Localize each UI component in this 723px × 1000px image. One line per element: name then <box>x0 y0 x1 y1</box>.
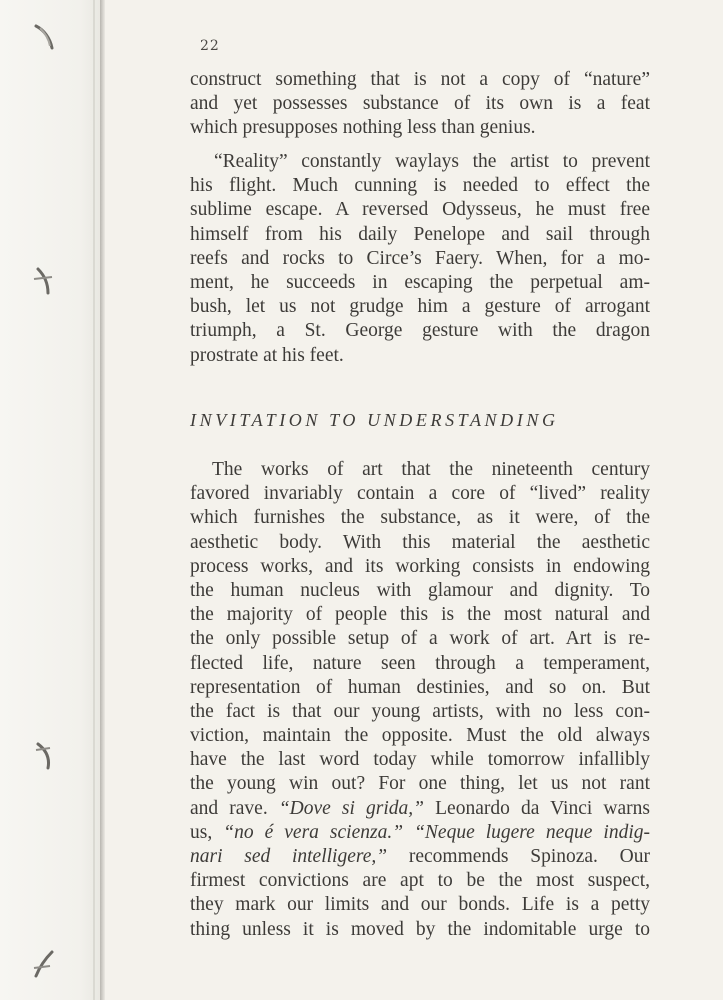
section-heading: INVITATION TO UNDERSTANDING <box>190 410 559 430</box>
text-line: prostrate at his feet. <box>190 344 344 366</box>
italic-quote: nari sed intelligere,” <box>190 846 388 867</box>
text-line: construct something that is not a copy of “nature” <box>190 69 650 90</box>
text-line: the only possible setup of a work of art. Art is re- <box>190 628 650 650</box>
text-run: recommends Spinoza. Our <box>387 846 650 867</box>
punch-hole-icon <box>30 948 56 978</box>
text-line: which presupposes nothing less than genius. <box>190 117 536 139</box>
text-line: which furnishes the substance, as it were, of the <box>190 507 650 529</box>
text-line: ment, he succeeds in escaping the perpetual am- <box>190 271 650 293</box>
text-line: triumph, a St. George gesture with the dragon <box>190 320 650 342</box>
text-line: and yet possesses substance of its own is a feat <box>190 93 650 115</box>
text-line <box>190 821 650 845</box>
text-line <box>190 845 650 869</box>
text-line: the human nucleus with glamour and dignity. To <box>190 579 650 601</box>
text-line <box>190 797 650 821</box>
book-page <box>190 30 660 980</box>
punch-hole-icon <box>30 740 56 770</box>
text-line: process works, and its working consists in endowing <box>190 555 650 577</box>
text-line: firmest convictions are apt to be the most suspect, <box>190 870 650 892</box>
punch-hole-icon <box>30 22 56 52</box>
text-line: the majority of people this is the most natural and <box>190 604 650 626</box>
page-number: 22 <box>200 38 220 54</box>
text-line: the fact is that our young artists, with no less con- <box>190 700 650 722</box>
paragraph-opening <box>190 68 650 141</box>
text-run: and rave. <box>190 797 279 819</box>
text-line: reefs and rocks to Circe’s Faery. When, for a mo- <box>190 247 650 269</box>
text-line: favored invariably contain a core of “lived” reality <box>190 483 650 505</box>
text-run: us, <box>190 821 224 843</box>
binding-fold-shadow <box>93 0 95 1000</box>
text-run: Leonardo da Vinci warns <box>424 797 650 819</box>
text-line: the young win out? For one thing, let us not rant <box>190 773 650 795</box>
text-line: aesthetic body. With this material the aesthetic <box>190 531 650 553</box>
text-line: thing unless it is moved by the indomitable urge to <box>190 918 650 940</box>
text-line: bush, let us not grudge him a gesture of arrogant <box>190 296 650 318</box>
text-line: “Reality” constantly waylays the artist to prevent <box>214 151 650 172</box>
italic-quote: “no é vera scienza.” “Neque lugere neque indig- <box>223 821 650 843</box>
italic-quote: “Dove si grida,” <box>278 797 425 819</box>
text-line: sublime escape. A reversed Odysseus, he must free <box>190 199 650 221</box>
text-line: his flight. Much cunning is needed to effect the <box>190 175 650 197</box>
binding-edge <box>100 0 105 1000</box>
text-line: viction, maintain the opposite. Must the old always <box>190 725 650 747</box>
text-line: flected life, nature seen through a temperament, <box>190 652 650 674</box>
punch-hole-icon <box>30 265 56 295</box>
text-line: they mark our limits and our bonds. Life is a petty <box>190 894 650 916</box>
binding-margin <box>0 0 100 1000</box>
text-line: himself from his daily Penelope and sail through <box>190 223 650 245</box>
paragraph-reality <box>190 150 650 368</box>
text-line: The works of art that the nineteenth century <box>212 459 650 480</box>
paragraph-invitation <box>190 458 650 942</box>
text-line: representation of human destinies, and so on. But <box>190 676 650 698</box>
text-line: have the last word today while tomorrow infallibly <box>190 749 650 771</box>
